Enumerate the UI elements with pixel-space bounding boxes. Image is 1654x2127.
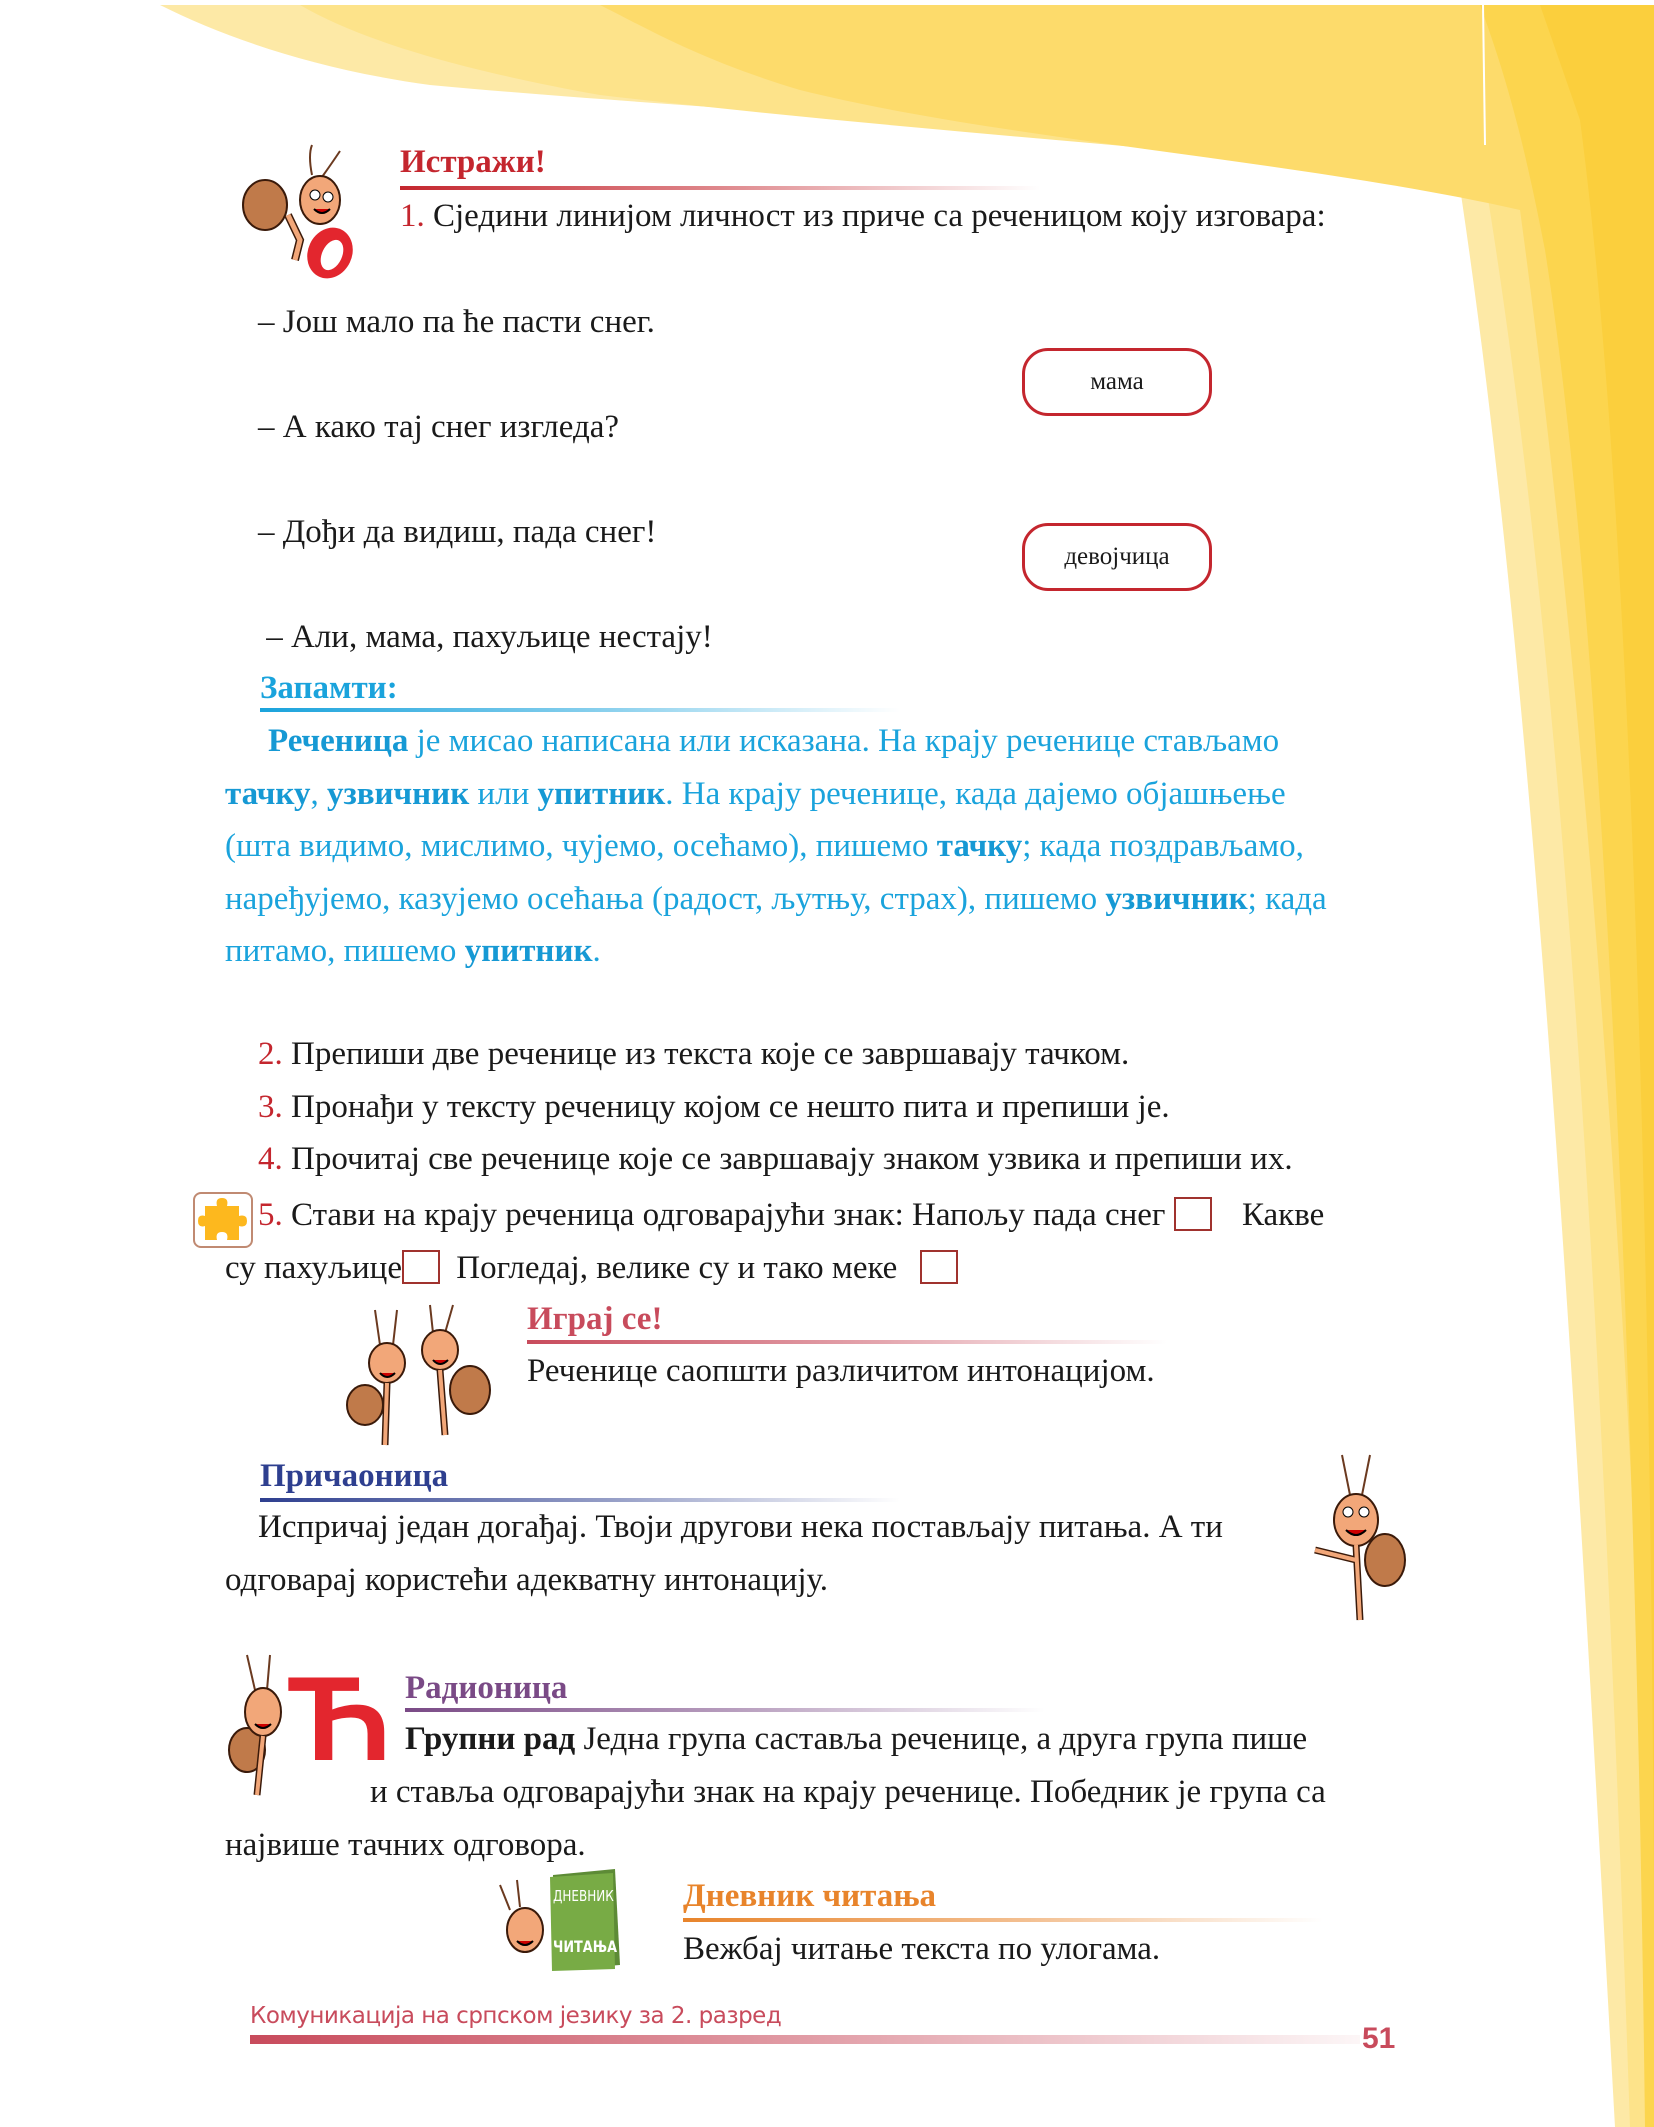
pricaonica-line: одговарај користећи адекватну интонацију.: [225, 1562, 828, 1598]
zapamti-heading: Запамти:: [260, 670, 398, 706]
letter-tje: Ћ: [287, 1652, 392, 1786]
pricaonica-rule: [260, 1498, 900, 1502]
two-ants-icon: [345, 1305, 495, 1455]
istrazi-rule: [400, 186, 1040, 190]
zapamti-bold-term: узвичник: [1105, 881, 1248, 917]
zapamti-text: .: [592, 933, 601, 969]
book-label-top: ДНЕВНИК: [553, 1887, 614, 1905]
footer-book-title: Комуникација на српском језику за 2. разред: [250, 2003, 782, 2029]
task-4: [258, 1143, 1293, 1176]
radionica-bold-lead: Групни рад: [405, 1721, 576, 1757]
zapamti-text: ; када: [1247, 881, 1327, 917]
zapamti-text: ,: [310, 776, 327, 812]
answer-box-2[interactable]: [402, 1250, 440, 1284]
ant-with-magnet-icon: [240, 145, 365, 280]
zapamti-text: или: [469, 776, 538, 812]
task-4-text: Прочитај све реченице које се завршавају знаком узвика и препиши их.: [282, 1141, 1293, 1177]
radionica-rule: [405, 1708, 1045, 1712]
igraj-text: Реченице саопшти различитом интонацијом.: [527, 1353, 1155, 1389]
zapamti-line: [268, 725, 1279, 758]
igraj-heading: Играј се!: [527, 1301, 663, 1337]
radionica-line: највише тачних одговора.: [225, 1827, 586, 1863]
zapamti-bold-term: Реченица: [268, 723, 409, 759]
dialogue-line: – Дођи да видиш, пада снег!: [258, 514, 657, 550]
task-5-text: Стави на крају реченица одговарајући знак: Напољу пада снег: [282, 1197, 1166, 1233]
zapamti-bold-term: тачку: [225, 776, 311, 812]
zapamti-line: [225, 778, 1286, 811]
page-number: 51: [1362, 2022, 1396, 2055]
footer-rule: [250, 2035, 1360, 2044]
zapamti-bold-term: тачку: [936, 828, 1023, 864]
zapamti-bold-term: узвичник: [326, 776, 470, 812]
radionica-text: Једна група саставља реченице, а друга група пише: [575, 1721, 1308, 1757]
task-2-number: 2.: [258, 1036, 283, 1072]
radionica-line: [405, 1723, 1307, 1756]
answer-box-3[interactable]: [920, 1250, 958, 1284]
task-1-number: 1.: [400, 198, 425, 234]
waving-ant-icon: [1300, 1450, 1410, 1625]
dialogue-line: – А како тај снег изгледа?: [258, 409, 620, 445]
task-4-number: 4.: [258, 1141, 283, 1177]
task-5-number: 5.: [258, 1197, 283, 1233]
pricaonica-heading: Причаоница: [260, 1458, 449, 1494]
zapamti-text: . На крају реченице, када дајемо објашњење: [665, 776, 1286, 812]
zapamti-line: [225, 830, 1304, 863]
task-5-text: Погледај, велике су и тако меке: [456, 1250, 898, 1286]
book-label-bottom: ЧИТАЊА: [553, 1937, 618, 1956]
dnevnik-rule: [683, 1918, 1323, 1922]
zapamti-rule: [260, 708, 900, 712]
zapamti-text: је мисао написана или исказана. На крају реченице стављамо: [408, 723, 1280, 759]
pricaonica-line: Испричај један догађај. Твоји другови нека постављају питања. А ти: [258, 1509, 1223, 1545]
task-5: [258, 1197, 1324, 1232]
task-5-continued: [225, 1250, 958, 1285]
zapamti-text: питамо, пишемо: [225, 933, 465, 969]
character-box-mama[interactable]: мама: [1022, 348, 1212, 416]
task-3-number: 3.: [258, 1089, 283, 1125]
ant-with-letter-icon: [225, 1650, 392, 1800]
dnevnik-text: Вежбај читање текста по улогама.: [683, 1931, 1161, 1967]
zapamti-line: [225, 883, 1327, 916]
radionica-line: и ставља одговарајући знак на крају реченице. Победник је група са: [370, 1774, 1326, 1810]
task-2: [258, 1038, 1129, 1071]
task-3: [258, 1091, 1170, 1124]
character-box-girl[interactable]: девојчица: [1022, 523, 1212, 591]
dnevnik-heading: Дневник читања: [683, 1878, 937, 1914]
zapamti-text: ; када поздрављамо,: [1022, 828, 1304, 864]
answer-box-1[interactable]: [1174, 1197, 1212, 1231]
task-1-text: Сједини линијом личност из приче са реченицом коју изговара:: [424, 198, 1326, 234]
task-2-text: Препиши две реченице из текста које се завршавају тачком.: [282, 1036, 1130, 1072]
igraj-rule: [527, 1340, 1167, 1344]
puzzle-icon: [193, 1192, 253, 1248]
task-5-text: су пахуљице: [225, 1250, 402, 1286]
dialogue-line: – Још мало па ће пасти снег.: [258, 304, 655, 340]
task-1: [400, 200, 1326, 233]
radionica-heading: Радионица: [405, 1670, 568, 1706]
istrazi-heading: Истражи!: [400, 144, 546, 180]
zapamti-text: наређујемо, казујемо осећања (радост, љутњу, страх), пишемо: [225, 881, 1106, 917]
zapamti-bold-term: упитник: [537, 776, 666, 812]
reading-diary-book-icon: [495, 1865, 625, 1975]
dialogue-line: – Али, мама, пахуљице нестају!: [258, 619, 713, 655]
zapamti-text: (шта видимо, мислимо, чујемо, осећамо), пишемо: [225, 828, 937, 864]
zapamti-line: [225, 935, 601, 968]
task-3-text: Пронађи у тексту реченицу којом се нешто пита и препиши је.: [282, 1089, 1170, 1125]
zapamti-bold-term: упитник: [464, 933, 593, 969]
task-5-text: Какве: [1241, 1197, 1325, 1233]
